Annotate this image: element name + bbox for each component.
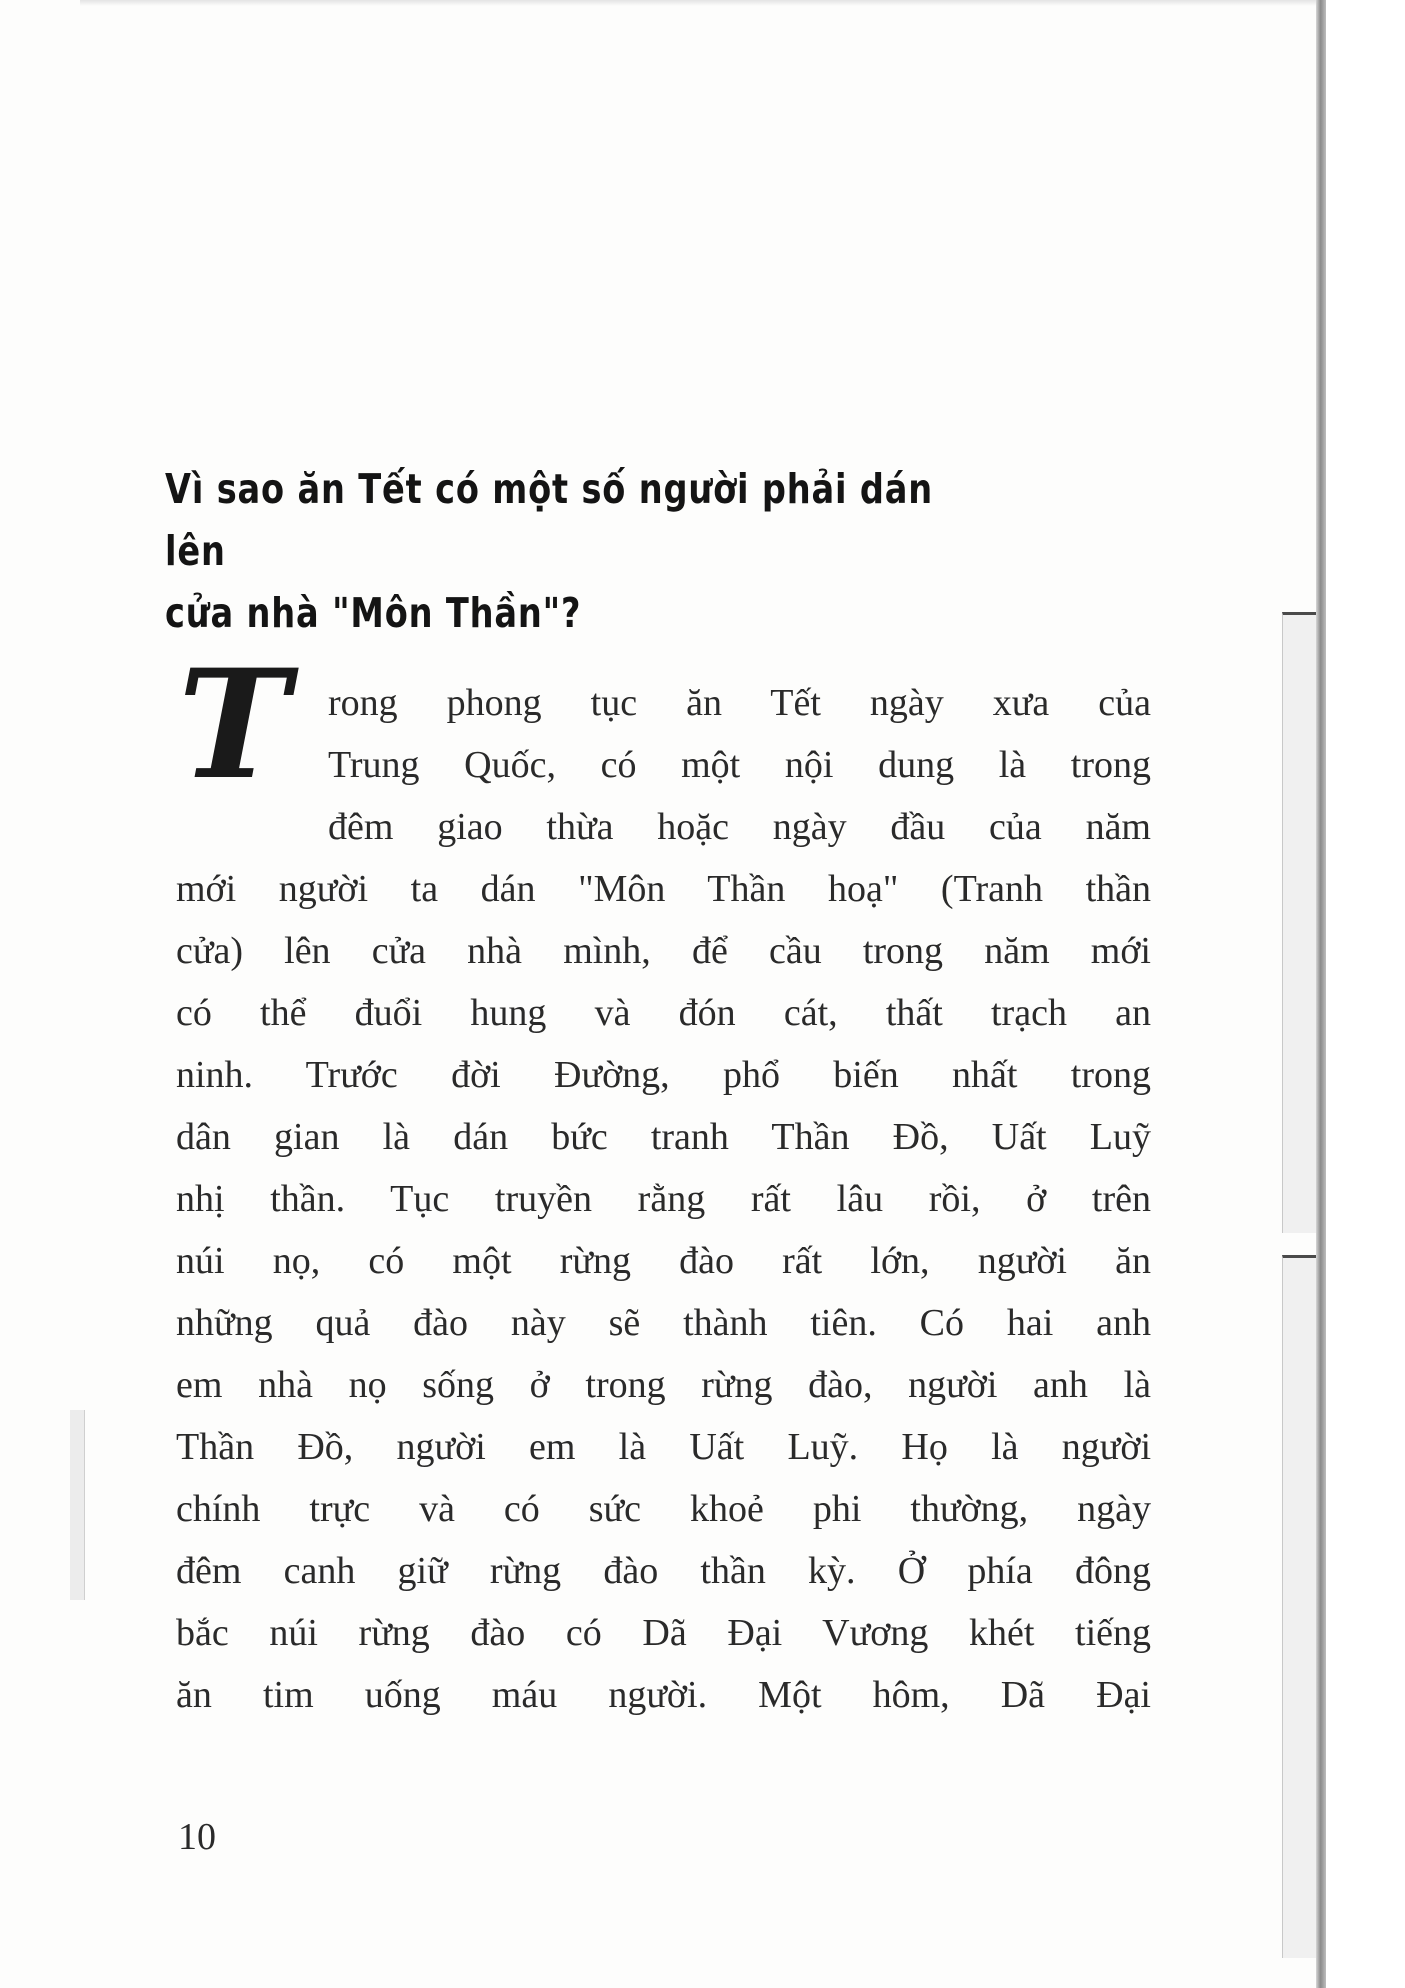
body-text	[176, 672, 1151, 1726]
body-line: có thể đuổi hung và đón cát, thất trạch an	[176, 992, 1151, 1034]
heading-line-2: cửa nhà "Môn Thần"?	[165, 589, 582, 637]
body-line: đêm canh giữ rừng đào thần kỳ. Ở phía đông	[176, 1550, 1151, 1592]
drop-cap: T	[178, 637, 290, 813]
heading-line-1: Vì sao ăn Tết có một số người phải dán lên	[165, 465, 934, 575]
body-line: chính trực và có sức khoẻ phi thường, ngày	[176, 1488, 1151, 1530]
book-spine-edge	[1316, 0, 1326, 1988]
body-line: Trung Quốc, có một nội dung là trong	[328, 744, 1151, 786]
body-line: dân gian là dán bức tranh Thần Đồ, Uất Luỹ	[176, 1116, 1151, 1158]
body-line: những quả đào này sẽ thành tiên. Có hai anh	[176, 1302, 1151, 1344]
body-line: ninh. Trước đời Đường, phổ biến nhất trong	[176, 1054, 1151, 1096]
body-line: nhị thần. Tục truyền rằng rất lâu rồi, ở trên	[176, 1178, 1151, 1220]
question-heading	[165, 458, 985, 644]
body-line: bắc núi rừng đào có Dã Đại Vương khét tiếng	[176, 1612, 1151, 1654]
page-left-notch	[70, 1410, 85, 1600]
body-line: cửa) lên cửa nhà mình, để cầu trong năm mới	[176, 930, 1151, 972]
body-line: đêm giao thừa hoặc ngày đầu của năm	[328, 806, 1151, 848]
page-top-edge	[80, 0, 1320, 6]
body-line: ăn tim uống máu người. Một hôm, Dã Đại	[176, 1674, 1151, 1716]
body-line: Thần Đồ, người em là Uất Luỹ. Họ là người	[176, 1426, 1151, 1468]
body-line: em nhà nọ sống ở trong rừng đào, người anh là	[176, 1364, 1151, 1406]
body-line: núi nọ, có một rừng đào rất lớn, người ăn	[176, 1240, 1151, 1282]
body-line: mới người ta dán "Môn Thần hoạ" (Tranh thần	[176, 868, 1151, 910]
body-line: rong phong tục ăn Tết ngày xưa của	[328, 682, 1151, 724]
scan-margin	[1326, 0, 1405, 1988]
page-number: 10	[178, 1816, 216, 1858]
